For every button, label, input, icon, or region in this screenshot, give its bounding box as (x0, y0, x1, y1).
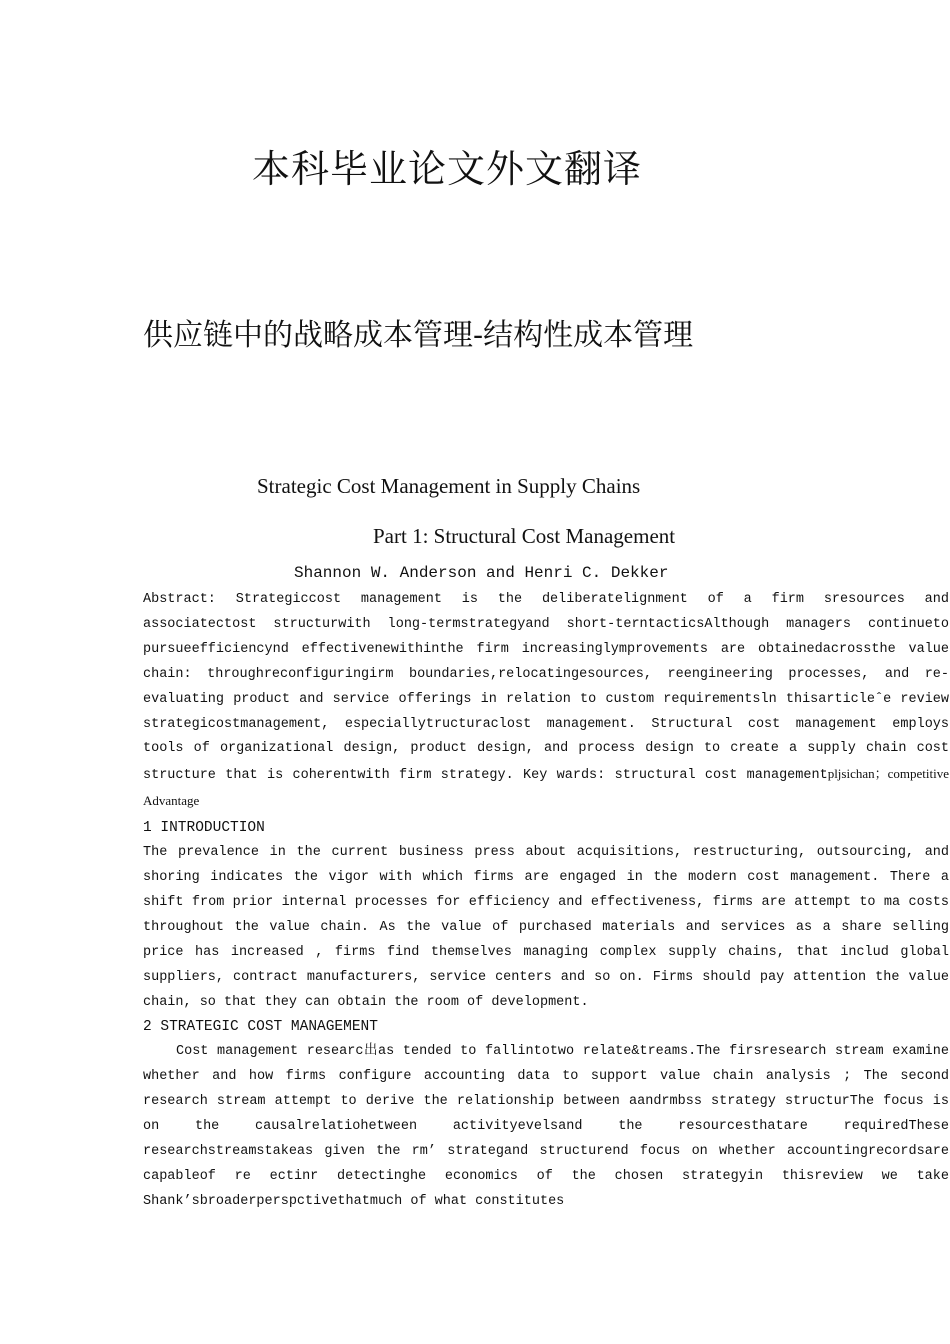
section-2-paragraph: Cost management researc出as tended to fallintotwo relate&treams.The firsresearch stream examine whether and how firms configure accounting data to support value chain analysis ; The second research stream attempt to derive the relationship between aandrmbss strategy structurThe focus is on the causalrelatiohetween activityevelsand the resourcesthatare requiredThese researchstreamstakeas given the rm’ strategand structurend focus on whether accountingrecordsare capableof re ectinr detectinghe economics of the chosen strategyin thisreview we take Shank’sbroaderperspctivethatmuch of what constitutes (143, 1044, 949, 1209)
authors: Shannon W. Anderson and Henri C. Dekker (294, 564, 669, 582)
chinese-subtitle: 供应链中的战略成本管理-结构性成本管理 (143, 318, 694, 353)
keywords-tail: pljsichan；competitive Advantage (143, 766, 949, 809)
section-2-heading: 2 STRATEGIC COST MANAGEMENT (143, 1019, 378, 1036)
english-part-title: Part 1: Structural Cost Management (373, 524, 676, 548)
abstract-text: Abstract: Strategiccost management is the deliberatelignment of a firm sresources and associatectost structurwith long-termstrategyand short-terntacticsAlthough managers continueto pursueefficiencynd effectivenewithinthe firm increasinglymprovements are obtainedacrossthe value chain: throughreconfiguringirm boundaries,relocatingesources, reengineering processes, and re-evaluating product and service offerings in relation to custom requirementsln thisarticleˆe review strategicostmanagement, especiallytructuraclost management. Structural cost management employs tools of organizational design, product design, and process design to create a supply chain cost structure that is coherentwith firm strategy. Key wards: structural cost management (143, 592, 949, 784)
section-1-paragraph: The prevalence in the current business press about acquisitions, restructuring, outsourcing, and shoring indicates the vigor with which firms are engaged in the modern cost management. There a shift from prior internal processes for efficiency and effectiveness, firms are attempt to ma costs throughout the value chain. As the value of purchased materials and services as a share selling price has increased , firms find themselves managing complex supply chains, that includ global suppliers, contract manufacturers, service centers and so on. Firms should pay attention the value chain, so that they can obtain the room of development. (143, 845, 949, 1010)
document-body (143, 588, 949, 1215)
abstract-paragraph (143, 588, 949, 816)
section-1-heading: 1 INTRODUCTION (143, 820, 265, 837)
chinese-main-title: 本科毕业论文外文翻译 (252, 147, 643, 191)
english-title: Strategic Cost Management in Supply Chains (257, 474, 641, 498)
